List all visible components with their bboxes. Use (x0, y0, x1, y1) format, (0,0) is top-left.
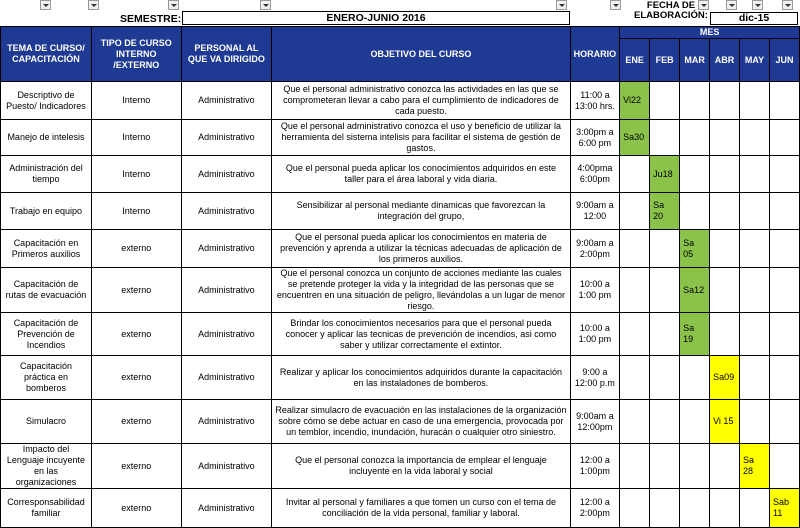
personal-cell[interactable]: Administrativo (181, 313, 272, 356)
month-cell[interactable] (769, 193, 799, 230)
month-cell[interactable] (710, 156, 740, 193)
personal-cell[interactable]: Administrativo (181, 193, 272, 230)
horario-cell[interactable]: 9:00am a 12:00 (570, 193, 620, 230)
horario-cell[interactable]: 9:00am a 12:00pm (570, 400, 620, 444)
month-cell[interactable] (680, 356, 710, 400)
month-cell[interactable] (740, 356, 770, 400)
tema-cell[interactable]: Capacitación de rutas de evacuación (1, 268, 92, 313)
table-row (1, 120, 800, 156)
month-cell[interactable] (650, 82, 680, 120)
table-row (1, 444, 800, 489)
horario-cell[interactable]: 11:00 a 13:00 hrs. (570, 82, 620, 120)
month-cell[interactable] (710, 82, 740, 120)
month-event-cell[interactable]: Sa 20 (650, 193, 680, 230)
month-cell[interactable] (769, 156, 799, 193)
objetivo-cell[interactable]: Que el personal administrativo conozca el uso y beneficio de utilizar la herramienta del sistema intelisis para facilitar el sistema de gestión de gastos. (272, 120, 570, 156)
month-cell[interactable] (650, 489, 680, 528)
table-row (1, 193, 800, 230)
personal-cell[interactable]: Administrativo (181, 230, 272, 268)
personal-cell[interactable]: Administrativo (181, 268, 272, 313)
month-event-cell[interactable]: Sa 28 (740, 444, 770, 489)
personal-cell[interactable]: Administrativo (181, 489, 272, 528)
horario-cell[interactable]: 10:00 a 1:00 pm (570, 268, 620, 313)
tema-cell[interactable]: Manejo de intelesis (1, 120, 92, 156)
objetivo-cell[interactable]: Realizar y aplicar los conocimientos adquiridos durante la capacitación en las instaladones de bomberos. (272, 356, 570, 400)
semester-label: SEMESTRE: (120, 13, 182, 25)
objetivo-cell[interactable]: Que el personal pueda aplicar los conocimientos adquiridos en este taller para el área laboral y vida diaria. (272, 156, 570, 193)
month-cell[interactable] (710, 120, 740, 156)
month-cell[interactable] (769, 313, 799, 356)
objetivo-cell[interactable]: Que el personal administrativo conozca las actividades en las que se comprometeran llevar a cabo para el cumplimiento de indicadores de cada puesto. (272, 82, 570, 120)
table-row (1, 268, 800, 313)
personal-cell[interactable]: Administrativo (181, 400, 272, 444)
month-cell[interactable] (620, 400, 650, 444)
filter-dropdown-icon[interactable] (260, 0, 271, 10)
month-cell[interactable] (650, 313, 680, 356)
objetivo-cell[interactable]: Brindar los conocimientos necesarios para que el personal pueda conocer y aplicar las tecnicas de prevención de incendios, asi como saber y utilizar correctamente el extintor. (272, 313, 570, 356)
objetivo-cell[interactable]: Sensibilizar al personal mediante dinamicas que favorezcan la integración del grupo, (272, 193, 570, 230)
tema-cell[interactable]: Capacitación en Primeros auxilios (1, 230, 92, 268)
header-month: MAR (680, 39, 710, 82)
month-cell[interactable] (680, 193, 710, 230)
tema-cell[interactable]: Descriptivo de Puesto/ Indicadores (1, 82, 92, 120)
personal-cell[interactable]: Administrativo (181, 356, 272, 400)
filter-dropdown-icon[interactable] (556, 0, 567, 10)
objetivo-cell[interactable]: Que el personal conozca la importancia de emplear el lenguaje incluyente en la vida laboral y social (272, 444, 570, 489)
header-month: MAY (740, 39, 770, 82)
table-row (1, 400, 800, 444)
tipo-cell[interactable]: Interno (91, 120, 181, 156)
tipo-cell[interactable]: externo (91, 400, 181, 444)
month-cell[interactable] (769, 230, 799, 268)
header-month: ENE (620, 39, 650, 82)
month-cell[interactable] (680, 156, 710, 193)
header-month: FEB (650, 39, 680, 82)
month-cell[interactable] (620, 356, 650, 400)
month-cell[interactable] (650, 400, 680, 444)
tema-cell[interactable]: Trabajo en equipo (1, 193, 92, 230)
month-event-cell[interactable]: Sa09 (710, 356, 740, 400)
month-event-cell[interactable]: Sa 05 (680, 230, 710, 268)
header-month: ABR (710, 39, 740, 82)
header-objetivo: OBJETIVO DEL CURSO (272, 27, 570, 82)
objetivo-cell[interactable]: Invitar al personal y familiares a que tomen un curso con el tema de conciliación de la vida personal, familiar y laboral. (272, 489, 570, 528)
header-personal: PERSONAL AL QUE VA DIRIGIDO (181, 27, 272, 82)
tipo-cell[interactable]: externo (91, 356, 181, 400)
month-cell[interactable] (650, 444, 680, 489)
table-row (1, 356, 800, 400)
training-schedule-table (0, 26, 800, 528)
month-cell[interactable] (620, 156, 650, 193)
table-row (1, 230, 800, 268)
filter-dropdown-icon[interactable] (752, 0, 763, 10)
horario-cell[interactable]: 9:00am a 2:00pm (570, 230, 620, 268)
tipo-cell[interactable]: Interno (91, 193, 181, 230)
month-cell[interactable] (769, 268, 799, 313)
tema-cell[interactable]: Capacitación práctica en bomberos (1, 356, 92, 400)
filter-dropdown-icon[interactable] (40, 0, 51, 10)
header-mes: MES (620, 27, 800, 39)
month-cell[interactable] (769, 82, 799, 120)
horario-cell[interactable]: 9:00 a 12:00 p.m (570, 356, 620, 400)
horario-cell[interactable]: 12:00 a 1:00pm (570, 444, 620, 489)
month-cell[interactable] (620, 268, 650, 313)
tipo-cell[interactable]: Interno (91, 156, 181, 193)
filter-dropdown-icon[interactable] (88, 0, 99, 10)
month-cell[interactable] (769, 356, 799, 400)
header-month: JUN (769, 39, 799, 82)
month-cell[interactable] (710, 444, 740, 489)
month-cell[interactable] (740, 193, 770, 230)
table-row (1, 82, 800, 120)
filter-dropdown-icon[interactable] (610, 0, 621, 10)
tema-cell[interactable]: Administración del tiempo (1, 156, 92, 193)
month-cell[interactable] (740, 120, 770, 156)
month-cell[interactable] (740, 489, 770, 528)
month-cell[interactable] (620, 193, 650, 230)
month-cell[interactable] (620, 230, 650, 268)
month-cell[interactable] (620, 489, 650, 528)
month-cell[interactable] (740, 400, 770, 444)
month-event-cell[interactable]: Vi 15 (710, 400, 740, 444)
filter-dropdown-icon[interactable] (168, 0, 179, 10)
tema-cell[interactable]: Corresponsabilidad familiar (1, 489, 92, 528)
month-cell[interactable] (680, 82, 710, 120)
month-cell[interactable] (680, 120, 710, 156)
horario-cell[interactable]: 3:00pm a 6:00 pm (570, 120, 620, 156)
semester-value[interactable]: ENERO-JUNIO 2016 (182, 11, 570, 25)
month-cell[interactable] (769, 444, 799, 489)
month-cell[interactable] (740, 156, 770, 193)
tipo-cell[interactable]: externo (91, 313, 181, 356)
month-event-cell[interactable]: Ju18 (650, 156, 680, 193)
month-event-cell[interactable]: Sa30 (620, 120, 650, 156)
tipo-cell[interactable]: externo (91, 268, 181, 313)
month-cell[interactable] (650, 268, 680, 313)
tipo-cell[interactable]: externo (91, 489, 181, 528)
month-cell[interactable] (650, 356, 680, 400)
header-tipo: TIPO DE CURSO INTERNO /EXTERNO (91, 27, 181, 82)
objetivo-cell[interactable]: Realizar simulacro de evacuación en las instalaciones de la organización sobre cómo se debe actuar en caso de una emergencia, provocada por un temblor, incendio, inundación, huracán o cualquier otro siniestro. (272, 400, 570, 444)
objetivo-cell[interactable]: Que el personal conozca un conjunto de acciones mediante las cuales se pretende proteger la vida y la integridad de las personas que se encuentren en una situación de peligro, llevándolas a un lugar de menor riesgo. (272, 268, 570, 313)
month-cell[interactable] (740, 230, 770, 268)
horario-cell[interactable]: 4:00pma 6:00pm (570, 156, 620, 193)
month-cell[interactable] (710, 489, 740, 528)
month-event-cell[interactable]: Sab 11 (769, 489, 799, 528)
month-cell[interactable] (620, 313, 650, 356)
month-cell[interactable] (650, 120, 680, 156)
month-cell[interactable] (710, 230, 740, 268)
month-cell[interactable] (740, 268, 770, 313)
personal-cell[interactable]: Administrativo (181, 82, 272, 120)
tipo-cell[interactable]: externo (91, 230, 181, 268)
horario-cell[interactable]: 12:00 a 2:00pm (570, 489, 620, 528)
month-cell[interactable] (680, 444, 710, 489)
month-cell[interactable] (650, 230, 680, 268)
month-cell[interactable] (710, 313, 740, 356)
table-row (1, 489, 800, 528)
month-cell[interactable] (769, 400, 799, 444)
month-cell[interactable] (740, 82, 770, 120)
tipo-cell[interactable]: Interno (91, 82, 181, 120)
table-row (1, 156, 800, 193)
month-event-cell[interactable]: Sa 19 (680, 313, 710, 356)
month-cell[interactable] (740, 313, 770, 356)
horario-cell[interactable]: 10:00 a 1:00 pm (570, 313, 620, 356)
personal-cell[interactable]: Administrativo (181, 156, 272, 193)
filter-dropdown-icon[interactable] (726, 0, 737, 10)
month-event-cell[interactable]: Vi22 (620, 82, 650, 120)
fecha-value[interactable]: dic-15 (710, 12, 798, 25)
month-cell[interactable] (620, 444, 650, 489)
objetivo-cell[interactable]: Que el personal pueda aplicar los conocimientos en materia de prevención y aprenda a utilizar la técnicas adecuadas de aplicación de los primeros auxilios. (272, 230, 570, 268)
header-horario: HORARIO (570, 27, 620, 82)
month-cell[interactable] (769, 120, 799, 156)
month-cell[interactable] (710, 193, 740, 230)
fecha-label: FECHA DE ELABORACIÓN: (634, 0, 708, 21)
month-cell[interactable] (680, 489, 710, 528)
month-event-cell[interactable]: Sa12 (680, 268, 710, 313)
tema-cell[interactable]: Simulacro (1, 400, 92, 444)
personal-cell[interactable]: Administrativo (181, 444, 272, 489)
tema-cell[interactable]: Impacto del Lenguaje incuyente en las organizaciones (1, 444, 92, 489)
month-cell[interactable] (680, 400, 710, 444)
header-tema: TEMA DE CURSO/ CAPACITACIÓN (1, 27, 92, 82)
month-cell[interactable] (710, 268, 740, 313)
table-body (1, 82, 800, 528)
table-row (1, 313, 800, 356)
tema-cell[interactable]: Capacitación de Prevención de Incendios (1, 313, 92, 356)
filter-dropdown-icon[interactable] (782, 0, 793, 10)
personal-cell[interactable]: Administrativo (181, 120, 272, 156)
tipo-cell[interactable]: externo (91, 444, 181, 489)
